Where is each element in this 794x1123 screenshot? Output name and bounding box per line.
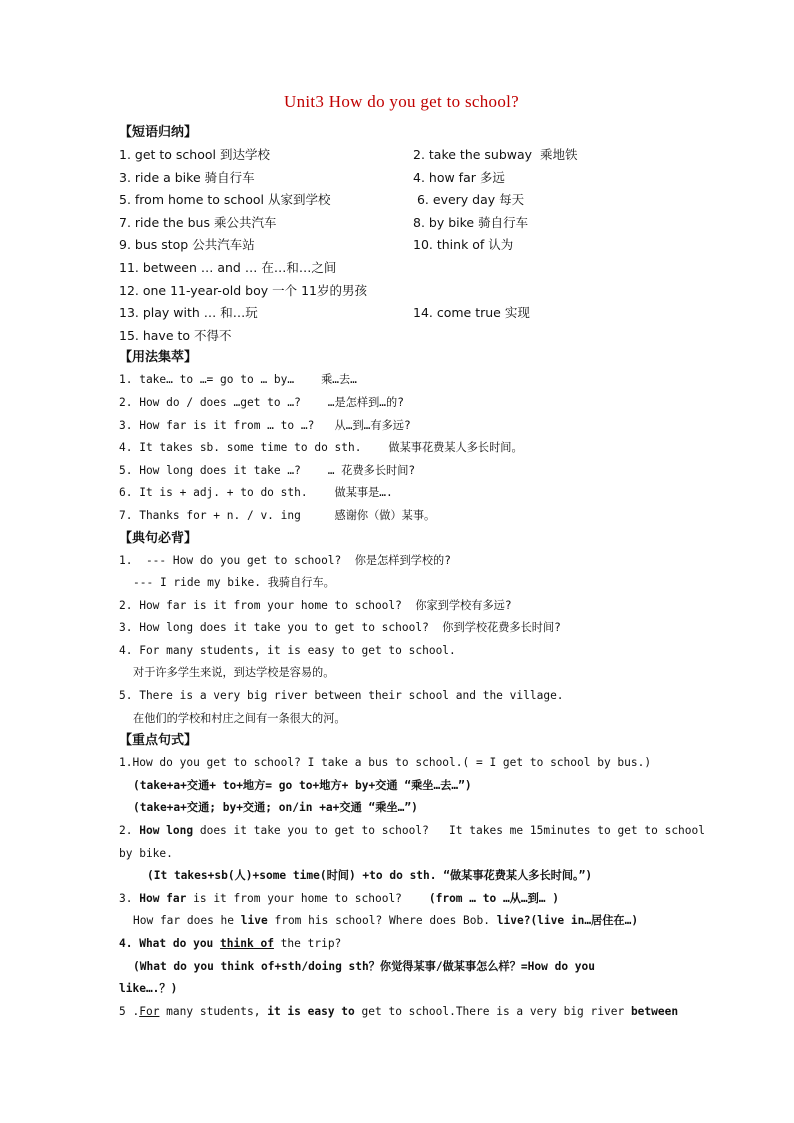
phrase-row: 15. have to 不得不: [119, 327, 232, 343]
pattern-example: How far does he live from his school? Where does Bob. live?(live in…居住在…): [133, 914, 639, 928]
sentence-item: 3. How long does it take you to get to school? 你到学校花费多长时间?: [119, 621, 561, 635]
sentence-translation: 在他们的学校和村庄之间有一条很大的河。: [133, 711, 346, 725]
pattern-item-cont: by bike.: [119, 846, 173, 860]
pattern-list: [119, 752, 706, 1023]
phrase-row: 9. bus stop 公共汽车站 10. think of 认为: [119, 237, 514, 253]
pattern-note: (What do you think of+sth/doing sth？你觉得某事/做某事怎么样？=How do you: [133, 959, 596, 973]
phrase-row: 5. from home to school 从家到学校 6. every day 每天: [119, 192, 525, 208]
sentence-item: 5. There is a very big river between their school and the village.: [119, 689, 564, 703]
phrase-row: 7. ride the bus 乘公共汽车 8. by bike 骑自行车: [119, 214, 529, 230]
pattern-item: 4. What do you think of the trip?: [119, 937, 342, 950]
pattern-note: (It takes+sb(人)+some time(时间) +to do sth. “做某事花费某人多长时间。”): [147, 869, 593, 883]
sentence-translation: 对于许多学生来说，到达学校是容易的。: [133, 666, 335, 680]
section-heading-phrases: 【短语归纳】: [119, 125, 198, 140]
pattern-item: 5 .For many students, it is easy to get to school.There is a very big river between: [119, 1004, 679, 1018]
sentence-item: 2. How far is it from your home to school? 你家到学校有多远?: [119, 598, 512, 612]
usage-item: 7. Thanks for + n. / v. ing 感谢你（做）某事。: [119, 508, 436, 522]
page-title: Unit3 How do you get to school?: [284, 92, 519, 111]
usage-item: 3. How far is it from … to …? 从…到…有多远?: [119, 418, 411, 432]
sentence-item: 1. --- How do you get to school? 你是怎样到学校的?: [119, 553, 451, 567]
usage-item: 2. How do / does …get to …? …是怎样到…的?: [119, 395, 404, 409]
usage-item: 1. take… to …= go to … by… 乘…去…: [119, 373, 357, 387]
document-page: [119, 92, 706, 1023]
pattern-item: 2. How long does it take you to get to school? It takes me 15minutes to get to school: [119, 824, 706, 838]
usage-item: 4. It takes sb. some time to do sth. 做某事花费某人多长时间。: [119, 441, 523, 455]
phrase-row: 11. between … and … 在…和…之间: [119, 259, 337, 275]
phrase-row: 1. get to school 到达学校 2. take the subway 乘地铁: [119, 147, 578, 162]
section-heading-usage: 【用法集萃】: [119, 350, 198, 366]
sentence-item: --- I ride my bike. 我骑自行车。: [133, 576, 335, 590]
pattern-note-cont: like….？): [119, 982, 178, 996]
usage-list: [119, 369, 684, 527]
pattern-note: (take+a+交通+ to+地方= go to+地方+ by+交通 “乘坐…去…”): [133, 778, 472, 792]
section-heading-sentences: 【典句必背】: [119, 530, 198, 546]
sentence-item: 4. For many students, it is easy to get to school.: [119, 643, 456, 657]
pattern-item: 3. How far is it from your home to school? (from … to …从…到… ): [119, 891, 560, 905]
section-heading-key-patterns: 【重点句式】: [119, 733, 198, 749]
phrase-row: 13. play with … 和…玩 14. come true 实现: [119, 305, 530, 321]
phrase-row: 12. one 11-year-old boy 一个 11岁的男孩: [119, 282, 367, 298]
phrase-list: [119, 144, 684, 347]
usage-item: 5. How long does it take …? … 花费多长时间?: [119, 463, 416, 477]
pattern-note: (take+a+交通; by+交通; on/in +a+交通 “乘坐…”): [133, 801, 418, 815]
sentence-list: [119, 550, 684, 731]
phrase-row: 3. ride a bike 骑自行车 4. how far 多远: [119, 169, 505, 185]
usage-item: 6. It is + adj. + to do sth. 做某事是….: [119, 486, 393, 500]
pattern-item: 1.How do you get to school? I take a bus to school.( = I get to school by bus.): [119, 756, 652, 770]
